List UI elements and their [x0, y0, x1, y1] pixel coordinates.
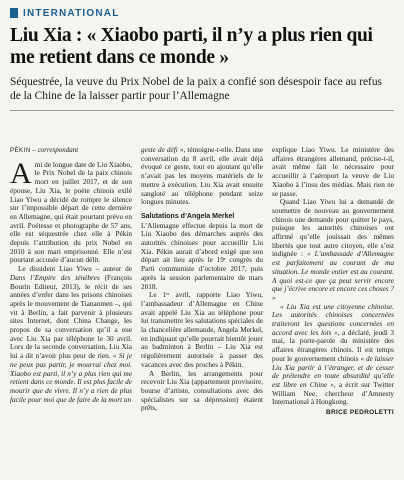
standfirst: Séquestrée, la veuve du Prix Nobel de la paix a confié son désespoir face au refus de la Chine de la laisser partir pour l’Allemagne: [10, 76, 382, 102]
dateline: PÉKIN – correspondant: [10, 146, 79, 154]
dateline-role: correspondant: [37, 146, 79, 154]
subheading: Salutations d’Angela Merkel: [141, 212, 235, 220]
paragraph: Le 1ᵉʳ avril, rapporte Liao Yiwu, l’ambassadeur d’Allemagne en Chine avait appelé Liu Xia au téléphone pour lui transmettre les salutations spéciales de la chancelière allemande, Angela Merkel, en indiquant qu’elle pourrait bientôt jouer au badminton à Berlin – Liu Xia est régulièrement autorisée à passer des vacances avec des proches à Pékin.: [141, 291, 263, 369]
paragraph: Quand Liao Yiwu lui a demandé de soumettre de nouveau au gouvernement chinois une demande pour quitter le pays, puisque les autorités chinoises ont affirmé qu’elle jouissait des mêmes libertés que tout autre citoyen, elle s’est indignée : « L’ambassade d’Allemagne est parfaitement au courant de ma situation. Le monde entier est au courant. A quoi est-ce que ça peut servir encore que j’écrive encore et encore ces choses ? »: [272, 198, 394, 302]
paragraph: L’Allemagne effectue depuis la mort de Liu Xiaobo des démarches auprès des autorités chinoises pour accueillir Liu Xia. Pékin aurait d’abord exigé que son départ ait lieu après le 19ᵉ congrès du Parti communiste d’octobre 2017, puis après la session parlementaire de mars 2018.: [141, 221, 263, 291]
paragraph: Le dissident Liao Yiwu – auteur de Dans l’Empire des ténèbres (François Bourin Editeur, 2013), le récit de ses années d’enfer dans les prisons chinoises après le mouvement de Tiananmen –, qui vit à Berlin, a fait parvenir à plusieurs sites Internet, dont China Change, les propos de sa conversation qu’il a eue avec Liu Xia par téléphone le 30 avril. Lors de la seconde conversation, Liu Xia lui a dit n’avoir plus peur de rien. « Si je ne peux pas partir, je mourrai chez moi. Xiaobo est parti, il n’y a plus rien qui me retient dans ce monde. Il est plus facile de mourir que de vivre. Il n’y a rien de plus facile pour moi que de faire de la mort un: [10, 265, 132, 404]
paragraph: A Berlin, les arrangements pour recevoir Liu Xia (appartement provisoire, bourse d’artiste, consultations avec des spécialistes sur sa dépression) étaient prêts,: [141, 369, 263, 413]
dateline-place: PÉKIN: [10, 147, 31, 154]
column-1: [10, 146, 132, 472]
headline: Liu Xia : « Xiaobo parti, il n’y a plus rien qui me retient dans ce monde »: [10, 25, 373, 68]
author-signature: BRICE PEDROLETTI: [326, 409, 394, 417]
paragraph: « Liu Xia est une citoyenne chinoise. Les autorités chinoises concernées traiteront les questions concernées en accord avec les lois », a déclaré, jeudi 3 mai, la porte-parole du ministère des affaires étrangères chinois. Il est temps pour le gouvernement chinois « de laisser Liu Xia partir à l’étranger, et de cesser de prétendre en toute absurdité qu’elle est libre en Chine », a écrit sur Twitter William Nee, chercheur d’Amnesty International à Hongkong.: [272, 302, 394, 407]
column-3: [272, 146, 394, 472]
paragraph: explique Liao Yiwu. Le ministère des affaires étrangères allemand, précise-t-il, avait même fait le nécessaire pour accueillir à l’aéroport la veuve de Liu Xiaobo à l’insu des médias. Mais rien ne se passe.: [272, 146, 394, 198]
rubric-marker: [10, 8, 18, 18]
section-label: INTERNATIONAL: [23, 7, 120, 19]
article-body: [10, 146, 394, 472]
paragraph: geste de défi », témoigne-t-elle. Dans une conversation du 8 avril, elle avait déjà évoqué ce geste, tout en ajoutant qu’elle n’avait pas les moyens matériels de le mettre à exécution. Liu Xia avait ensuite sangloté au téléphone pendant seize longues minutes.: [141, 146, 263, 207]
section-rubric: [10, 6, 394, 20]
divider-rule: [10, 110, 394, 111]
paragraph: Ami de longue date de Liu Xiaobo, le Prix Nobel de la paix chinois mort en juillet 2017, et de son épouse, Liu Xia, le poète chinois exilé Liao Yiwu a décidé de rompre le silence sur l’impossible départ de cette dernière en Allemagne, qui était pourtant prévu en avril. Poétesse et photographe de 57 ans, elle est séquestrée chez elle à Pékin depuis l’attribution du prix Nobel en 2010 à son mari emprisonné. Elle n’est pourtant accusée d’aucun délit.: [10, 156, 132, 265]
drop-cap: A: [10, 156, 32, 190]
column-2: [141, 146, 263, 472]
